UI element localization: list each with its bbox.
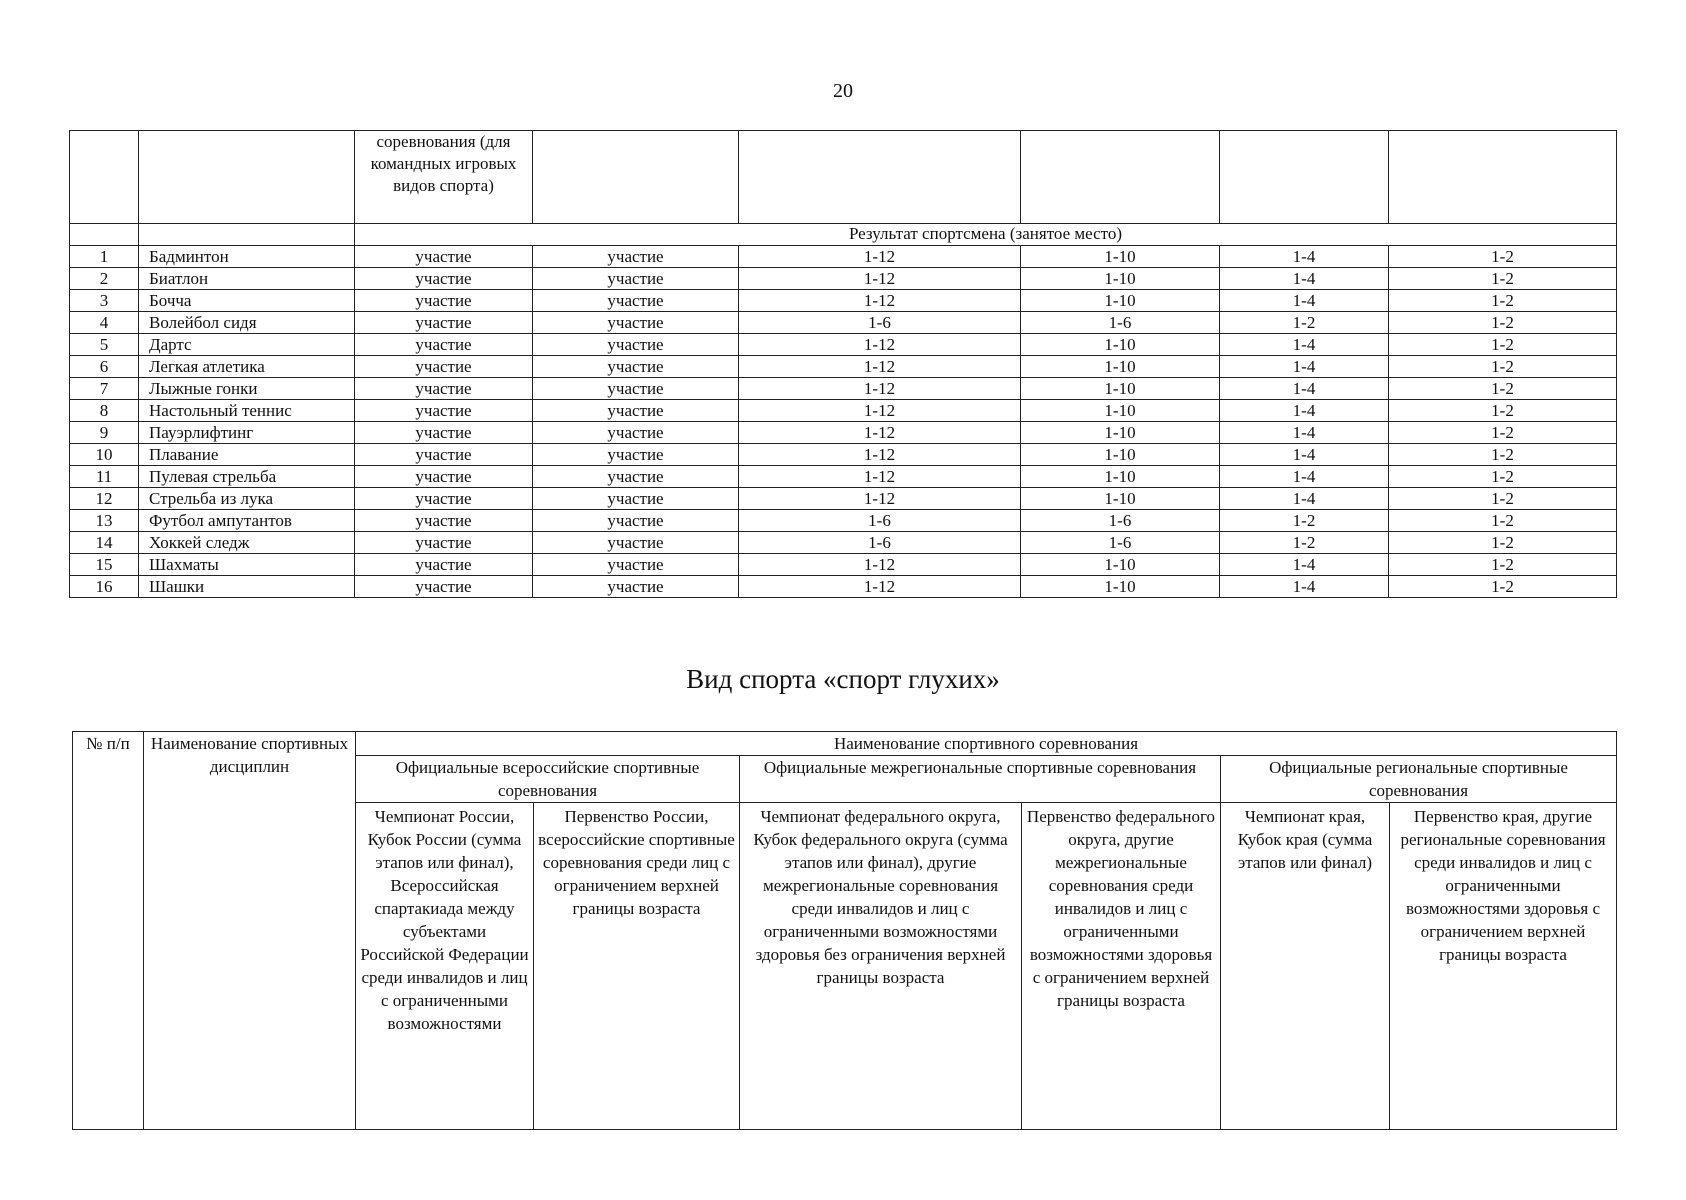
cell-value: 1-2 [1220, 510, 1389, 532]
col-num-header: № п/п [73, 732, 144, 1130]
table-row [70, 488, 1617, 510]
group-regional: Официальные региональные спортивные соревнования [1221, 756, 1617, 803]
table-row [70, 312, 1617, 334]
header-cell-team-sports: соревнования (для командных игровых видов спорта) [355, 131, 533, 224]
row-number: 1 [70, 246, 139, 268]
row-number: 2 [70, 268, 139, 290]
cell-value: участие [533, 334, 739, 356]
table-row [70, 466, 1617, 488]
cell-value: участие [533, 312, 739, 334]
cell-value: участие [533, 356, 739, 378]
cell-value: участие [533, 532, 739, 554]
deaf-sport-table [72, 731, 1617, 1130]
header-cell [1021, 131, 1220, 224]
row-number: 3 [70, 290, 139, 312]
cell-value: 1-4 [1220, 422, 1389, 444]
cell-value: 1-4 [1220, 466, 1389, 488]
discipline-name: Плавание [139, 444, 355, 466]
cell-value: 1-12 [739, 400, 1021, 422]
page-number: 20 [833, 80, 853, 102]
discipline-name: Пулевая стрельба [139, 466, 355, 488]
cell-value: участие [355, 378, 533, 400]
row-number: 7 [70, 378, 139, 400]
cell-value: 1-6 [739, 532, 1021, 554]
cell-value: 1-4 [1220, 576, 1389, 598]
cell-value: 1-4 [1220, 290, 1389, 312]
header-cell [139, 131, 355, 224]
table-row [70, 356, 1617, 378]
cell-value: участие [533, 510, 739, 532]
cell-value: 1-2 [1220, 312, 1389, 334]
table-row [70, 510, 1617, 532]
cell-value: 1-2 [1389, 400, 1617, 422]
cell-value: 1-4 [1220, 444, 1389, 466]
result-label: Результат спортсмена (занятое место) [355, 224, 1617, 246]
cell-value: участие [355, 422, 533, 444]
cell-value: 1-2 [1389, 246, 1617, 268]
discipline-name: Стрельба из лука [139, 488, 355, 510]
row-number: 8 [70, 400, 139, 422]
cell-value: участие [533, 268, 739, 290]
cell-value: 1-2 [1389, 334, 1617, 356]
cell-value: 1-10 [1021, 444, 1220, 466]
cell-value: участие [355, 268, 533, 290]
table-row [70, 400, 1617, 422]
cell-value: 1-10 [1021, 268, 1220, 290]
cell-value: 1-10 [1021, 290, 1220, 312]
cell-value: участие [533, 444, 739, 466]
row-number: 6 [70, 356, 139, 378]
table-row [70, 334, 1617, 356]
row-number: 4 [70, 312, 139, 334]
cell-value: участие [355, 576, 533, 598]
cell-value: участие [355, 290, 533, 312]
cell-value: 1-10 [1021, 246, 1220, 268]
table-row [70, 554, 1617, 576]
cell-value: участие [533, 246, 739, 268]
row-number: 5 [70, 334, 139, 356]
row-number: 10 [70, 444, 139, 466]
result-label-row [70, 224, 1617, 246]
cell-value: 1-4 [1220, 378, 1389, 400]
discipline-name: Футбол ампутантов [139, 510, 355, 532]
discipline-name: Бадминтон [139, 246, 355, 268]
cell-value: участие [533, 422, 739, 444]
cell-value: участие [355, 532, 533, 554]
row-number: 13 [70, 510, 139, 532]
table-row [70, 378, 1617, 400]
subheader-russia-youth: Первенство России, всероссийские спортивные соревнования среди лиц с ограничением верхней границы возраста [534, 803, 740, 1130]
discipline-name: Пауэрлифтинг [139, 422, 355, 444]
results-table-continued [69, 130, 1617, 598]
cell-value: 1-10 [1021, 356, 1220, 378]
cell-value: участие [355, 444, 533, 466]
cell-value: 1-12 [739, 444, 1021, 466]
discipline-name: Настольный теннис [139, 400, 355, 422]
discipline-name: Легкая атлетика [139, 356, 355, 378]
competition-header: Наименование спортивного соревнования [356, 732, 1617, 756]
header-cell [533, 131, 739, 224]
cell-value: 1-2 [1389, 532, 1617, 554]
cell-value: 1-10 [1021, 422, 1220, 444]
cell-value: 1-2 [1389, 554, 1617, 576]
empty-cell [70, 224, 139, 246]
subheader-krai-youth: Первенство края, другие региональные соревнования среди инвалидов и лиц с ограниченными возможностями здоровья с ограничением верхней границы возраста [1390, 803, 1617, 1130]
cell-value: 1-12 [739, 356, 1021, 378]
cell-value: участие [355, 400, 533, 422]
discipline-name: Шашки [139, 576, 355, 598]
row-number: 9 [70, 422, 139, 444]
cell-value: 1-12 [739, 466, 1021, 488]
discipline-name: Волейбол сидя [139, 312, 355, 334]
cell-value: 1-4 [1220, 268, 1389, 290]
table-row [70, 422, 1617, 444]
cell-value: участие [533, 466, 739, 488]
table2-top-row [73, 732, 1617, 756]
discipline-name: Биатлон [139, 268, 355, 290]
cell-value: 1-2 [1389, 488, 1617, 510]
cell-value: 1-2 [1389, 422, 1617, 444]
table-row [70, 246, 1617, 268]
discipline-name: Шахматы [139, 554, 355, 576]
subheader-federal-district-youth: Первенство федерального округа, другие межрегиональные соревнования среди инвалидов и лиц с ограниченными возможностями здоровья с ограничением верхней границы возраста [1022, 803, 1221, 1130]
cell-value: 1-6 [1021, 510, 1220, 532]
section-title: Вид спорта «спорт глухих» [686, 664, 1000, 694]
cell-value: 1-12 [739, 290, 1021, 312]
empty-cell [139, 224, 355, 246]
cell-value: участие [533, 488, 739, 510]
cell-value: 1-4 [1220, 488, 1389, 510]
cell-value: участие [533, 290, 739, 312]
col-discipline-header: Наименование спортивных дисциплин [144, 732, 356, 1130]
cell-value: 1-2 [1389, 312, 1617, 334]
header-cell [739, 131, 1021, 224]
subheader-krai-championship: Чемпионат края, Кубок края (сумма этапов или финал) [1221, 803, 1390, 1130]
cell-value: 1-10 [1021, 466, 1220, 488]
cell-value: 1-12 [739, 576, 1021, 598]
cell-value: 1-6 [739, 510, 1021, 532]
subheader-russia-championship: Чемпионат России, Кубок России (сумма этапов или финал), Всероссийская спартакиада между субъектами Российской Федерации среди инвалидов и лиц с ограниченными возможностями [356, 803, 534, 1130]
discipline-name: Дартс [139, 334, 355, 356]
cell-value: участие [355, 488, 533, 510]
cell-value: 1-10 [1021, 334, 1220, 356]
discipline-name: Лыжные гонки [139, 378, 355, 400]
cell-value: участие [355, 246, 533, 268]
row-number: 11 [70, 466, 139, 488]
cell-value: 1-2 [1389, 510, 1617, 532]
cell-value: 1-6 [739, 312, 1021, 334]
table-row [70, 576, 1617, 598]
cell-value: 1-12 [739, 334, 1021, 356]
table-row [70, 268, 1617, 290]
cell-value: 1-4 [1220, 356, 1389, 378]
row-number: 12 [70, 488, 139, 510]
cell-value: 1-4 [1220, 554, 1389, 576]
cell-value: 1-4 [1220, 400, 1389, 422]
row-number: 14 [70, 532, 139, 554]
cell-value: 1-6 [1021, 532, 1220, 554]
cell-value: 1-2 [1220, 532, 1389, 554]
cell-value: 1-2 [1389, 444, 1617, 466]
cell-value: участие [533, 576, 739, 598]
cell-value: 1-12 [739, 378, 1021, 400]
cell-value: 1-4 [1220, 334, 1389, 356]
row-number: 15 [70, 554, 139, 576]
cell-value: участие [533, 378, 739, 400]
table-header-row [70, 131, 1617, 224]
row-number: 16 [70, 576, 139, 598]
cell-value: участие [533, 554, 739, 576]
cell-value: 1-12 [739, 554, 1021, 576]
cell-value: 1-6 [1021, 312, 1220, 334]
cell-value: участие [355, 356, 533, 378]
group-interregional: Официальные межрегиональные спортивные соревнования [740, 756, 1221, 803]
cell-value: участие [355, 466, 533, 488]
cell-value: 1-10 [1021, 400, 1220, 422]
cell-value: 1-12 [739, 246, 1021, 268]
discipline-name: Хоккей следж [139, 532, 355, 554]
cell-value: 1-10 [1021, 378, 1220, 400]
header-cell [1220, 131, 1389, 224]
cell-value: 1-2 [1389, 356, 1617, 378]
table-row [70, 444, 1617, 466]
cell-value: 1-2 [1389, 378, 1617, 400]
cell-value: 1-10 [1021, 488, 1220, 510]
cell-value: 1-10 [1021, 554, 1220, 576]
cell-value: 1-2 [1389, 290, 1617, 312]
cell-value: участие [533, 400, 739, 422]
header-cell [1389, 131, 1617, 224]
cell-value: участие [355, 554, 533, 576]
cell-value: участие [355, 510, 533, 532]
cell-value: 1-4 [1220, 246, 1389, 268]
cell-value: участие [355, 312, 533, 334]
discipline-name: Бочча [139, 290, 355, 312]
table-row [70, 290, 1617, 312]
cell-value: 1-2 [1389, 268, 1617, 290]
cell-value: 1-10 [1021, 576, 1220, 598]
cell-value: 1-12 [739, 488, 1021, 510]
subheader-federal-district-championship: Чемпионат федерального округа, Кубок федерального округа (сумма этапов или финал), другие межрегиональные соревнования среди инвалидов и лиц с ограниченными возможностями здоровья без ограничения верхней границы возраста [740, 803, 1022, 1130]
header-cell [70, 131, 139, 224]
cell-value: 1-12 [739, 422, 1021, 444]
cell-value: 1-12 [739, 268, 1021, 290]
cell-value: 1-2 [1389, 576, 1617, 598]
table-row [70, 532, 1617, 554]
group-all-russian: Официальные всероссийские спортивные соревнования [356, 756, 740, 803]
cell-value: 1-2 [1389, 466, 1617, 488]
cell-value: участие [355, 334, 533, 356]
